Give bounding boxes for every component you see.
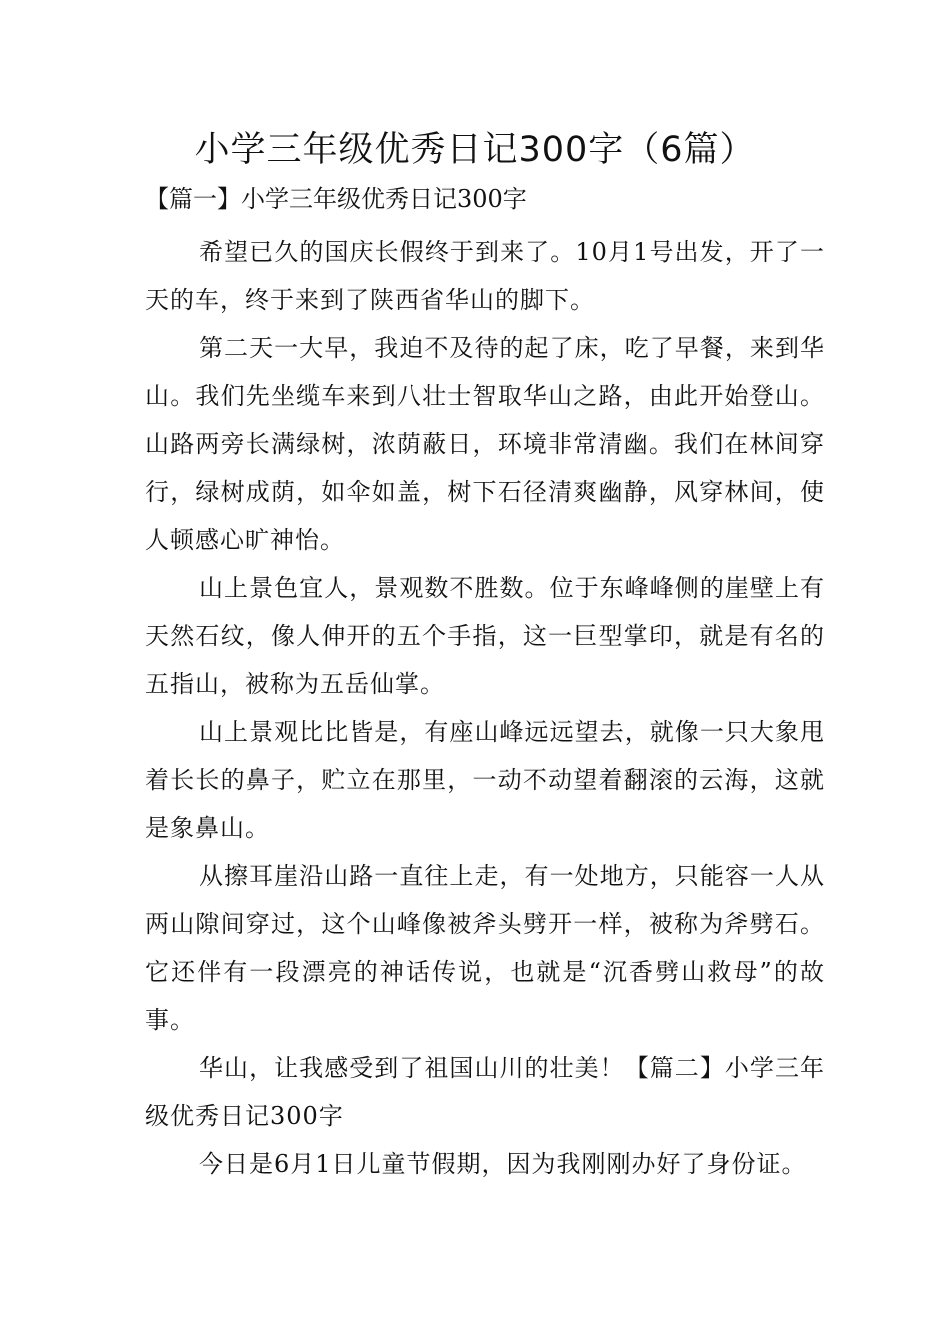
paragraph: 山上景观比比皆是，有座山峰远远望去，就像一只大象甩着长长的鼻子，贮立在那里，一动不动望着翻滚的云海，这就是象鼻山。 bbox=[145, 718, 825, 842]
paragraph: 山上景色宜人，景观数不胜数。位于东峰峰侧的崖壁上有天然石纹，像人伸开的五个手指，这一巨型掌印，就是有名的五指山，被称为五岳仙掌。 bbox=[145, 574, 825, 698]
paragraph: 从擦耳崖沿山路一直往上走，有一处地方，只能容一人从两山隙间穿过，这个山峰像被斧头劈开一样，被称为斧劈石。它还伴有一段漂亮的神话传说，也就是“沉香劈山救母”的故事。 bbox=[145, 862, 825, 1034]
paragraph: 希望已久的国庆长假终于到来了。10月1号出发，开了一天的车，终于来到了陕西省华山的脚下。 bbox=[145, 238, 825, 314]
document-body bbox=[145, 228, 825, 1188]
paragraph: 今日是6月1日儿童节假期，因为我刚刚办好了身份证。 bbox=[199, 1150, 807, 1178]
section-heading: 【篇一】小学三年级优秀日记300字 bbox=[145, 185, 527, 213]
document-title: 小学三年级优秀日记300字（6篇） bbox=[194, 130, 756, 170]
paragraph: 华山，让我感受到了祖国山川的壮美！【篇二】小学三年级优秀日记300字 bbox=[145, 1054, 825, 1130]
paragraph: 第二天一大早，我迫不及待的起了床，吃了早餐，来到华山。我们先坐缆车来到八壮士智取华山之路，由此开始登山。山路两旁长满绿树，浓荫蔽日，环境非常清幽。我们在林间穿行，绿树成荫，如伞如盖，树下石径清爽幽静，风穿林间，使人顿感心旷神怡。 bbox=[145, 334, 825, 554]
